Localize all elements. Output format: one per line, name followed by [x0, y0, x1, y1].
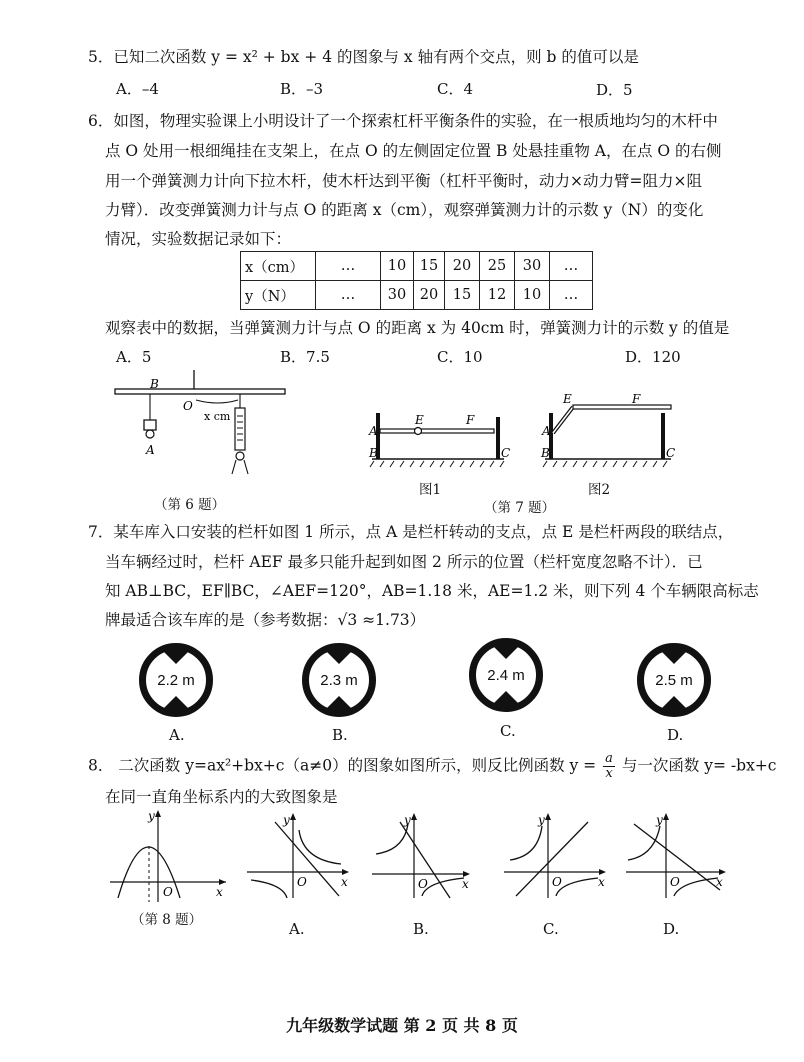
origin-label: O	[418, 877, 428, 891]
q7-fig1-label-e: E	[415, 413, 424, 427]
q6-lever-figure	[110, 368, 290, 480]
q8-option-a-graph	[243, 810, 353, 900]
q6-line-3: 用一个弹簧测力计向下拉木杆，使木杆达到平衡（杠杆平衡时，动力×动力臂=阻力×阻	[105, 172, 702, 190]
q6-option-c: C．10	[437, 348, 483, 366]
q8-line-1-suffix: 与一次函数 y= -bx+c	[621, 756, 777, 775]
origin-label: O	[552, 875, 562, 889]
table-cell: 10	[515, 281, 550, 310]
table-row-x	[241, 252, 593, 281]
q7-fig2-label-c: C	[666, 446, 676, 460]
q5-stem: 5．已知二次函数 y = x² + bx + 4 的图象与 x 轴有两个交点，则 b 的值可以是	[88, 48, 639, 66]
q8-line-1	[88, 752, 776, 781]
q8-option-c-graph	[500, 810, 610, 900]
q8-option-b: B.	[413, 920, 429, 938]
q8-parabola-graph	[108, 806, 233, 906]
table-cell: 20	[414, 281, 445, 310]
axis-y-label: y	[148, 809, 155, 823]
sign-value: 2.2 m	[157, 672, 195, 689]
q6-line-1: 6．如图，物理实验课上小明设计了一个探索杠杆平衡条件的实验，在一根质地均匀的木杆中	[88, 112, 718, 130]
q6-line-2: 点 O 处用一根细绳挂在支架上，在点 O 的左侧固定位置 B 处悬挂重物 A，在点 O 的右侧	[105, 142, 722, 160]
table-header-x: x（cm）	[241, 252, 316, 281]
q6-label-b: B	[150, 377, 159, 391]
q6-label-o: O	[183, 399, 193, 413]
q5-option-a: A．–4	[116, 80, 159, 98]
table-cell: 15	[445, 281, 480, 310]
q7-fig1-label-f: F	[466, 413, 475, 427]
fraction-numerator: a	[605, 751, 613, 766]
q8-line-2: 在同一直角坐标系内的大致图象是	[105, 788, 338, 806]
q7-line-4: 牌最适合该车库的是（参考数据：√3 ≈1.73）	[105, 611, 426, 629]
axis-y-label: y	[656, 813, 663, 827]
q6-figure-caption: （第 6 题）	[154, 497, 226, 513]
q6-question: 观察表中的数据，当弹簧测力计与点 O 的距离 x 为 40cm 时，弹簧测力计的示数 y 的值是	[105, 319, 730, 337]
axis-y-label: y	[283, 813, 290, 827]
table-cell: 25	[480, 252, 515, 281]
q6-label-a: A	[146, 443, 155, 457]
axis-y-label: y	[538, 813, 545, 827]
table-cell: 20	[445, 252, 480, 281]
q6-option-a: A．5	[116, 348, 152, 366]
q7-option-c: C.	[500, 722, 516, 740]
origin-label: O	[297, 875, 307, 889]
q6-data-table	[240, 251, 593, 310]
q8-option-b-graph	[370, 810, 475, 900]
origin-label: O	[670, 875, 680, 889]
axis-x-label: x	[462, 877, 469, 891]
q7-option-d: D.	[667, 726, 684, 744]
table-cell: …	[550, 281, 593, 310]
table-cell: 15	[414, 252, 445, 281]
fraction-denominator: x	[605, 766, 613, 781]
q5-option-c: C．4	[437, 80, 474, 98]
q6-line-5: 情况，实验数据记录如下：	[105, 230, 292, 248]
page-footer: 九年级数学试题 第 2 页 共 8 页	[286, 1016, 518, 1035]
q7-fig1-label-a: A	[369, 424, 378, 438]
axis-x-label: x	[598, 875, 605, 889]
q8-line-1-prefix: 8． 二次函数 y=ax²+bx+c（a≠0）的图象如图所示，则反比例函数 y =	[88, 756, 597, 775]
q7-fig2-label-f: F	[632, 393, 641, 406]
table-header-y: y（N）	[241, 281, 316, 310]
q7-fig2-label-a: A	[542, 424, 551, 438]
table-cell: 12	[480, 281, 515, 310]
q7-fig1-label-c: C	[501, 446, 511, 460]
axis-x-label: x	[216, 885, 223, 899]
table-cell: …	[316, 252, 381, 281]
origin-label: O	[163, 885, 173, 899]
q8-option-d-graph	[624, 810, 734, 900]
q7-fig2-label-e: E	[563, 393, 572, 406]
q8-caption: （第 8 题）	[131, 912, 203, 928]
q7-figure-1	[362, 395, 517, 470]
height-limit-sign-d	[637, 643, 711, 717]
q7-line-1: 7．某车库入口安装的栏杆如图 1 所示，点 A 是栏杆转动的支点，点 E 是栏杆两段的联结点，	[88, 523, 734, 541]
table-row-y	[241, 281, 593, 310]
axis-x-label: x	[716, 875, 723, 889]
table-cell: 30	[381, 281, 414, 310]
q6-option-b: B．7.5	[280, 348, 330, 366]
height-limit-sign-a	[139, 643, 213, 717]
table-cell: …	[550, 252, 593, 281]
q7-fig2-label-b: B	[541, 446, 550, 460]
sign-value: 2.5 m	[655, 672, 693, 689]
table-cell: …	[316, 281, 381, 310]
q7-figure-2	[535, 393, 685, 470]
q7-figure-2-label: 图2	[588, 482, 611, 498]
q6-option-d: D．120	[625, 348, 681, 366]
sign-value: 2.3 m	[320, 672, 358, 689]
q7-option-a: A.	[169, 726, 185, 744]
q8-fraction	[603, 752, 615, 781]
height-limit-sign-c	[469, 638, 543, 712]
axis-x-label: x	[341, 875, 348, 889]
q7-figure-caption: （第 7 题）	[484, 500, 556, 516]
q8-option-a: A.	[289, 920, 305, 938]
q7-option-b: B.	[332, 726, 348, 744]
q8-option-d: D.	[663, 920, 680, 938]
table-cell: 10	[381, 252, 414, 281]
sign-value: 2.4 m	[487, 667, 525, 684]
q6-label-x: x cm	[204, 410, 231, 423]
axis-y-label: y	[404, 813, 411, 827]
q7-line-3: 知 AB⊥BC，EF∥BC，∠AEF=120°，AB=1.18 米，AE=1.2 米，则下列 4 个车辆限高标志	[105, 582, 759, 600]
q6-line-4: 力臂）．改变弹簧测力计与点 O 的距离 x（cm），观察弹簧测力计的示数 y（N）的变化	[105, 201, 704, 219]
q7-fig1-label-b: B	[369, 446, 378, 460]
table-cell: 30	[515, 252, 550, 281]
q5-option-d: D．5	[596, 81, 633, 99]
q7-figure-1-label: 图1	[419, 482, 442, 498]
q8-option-c: C.	[543, 920, 559, 938]
height-limit-sign-b	[302, 643, 376, 717]
q5-option-b: B．–3	[280, 80, 324, 98]
q7-line-2: 当车辆经过时，栏杆 AEF 最多只能升起到如图 2 所示的位置（栏杆宽度忽略不计）．已	[105, 553, 703, 571]
